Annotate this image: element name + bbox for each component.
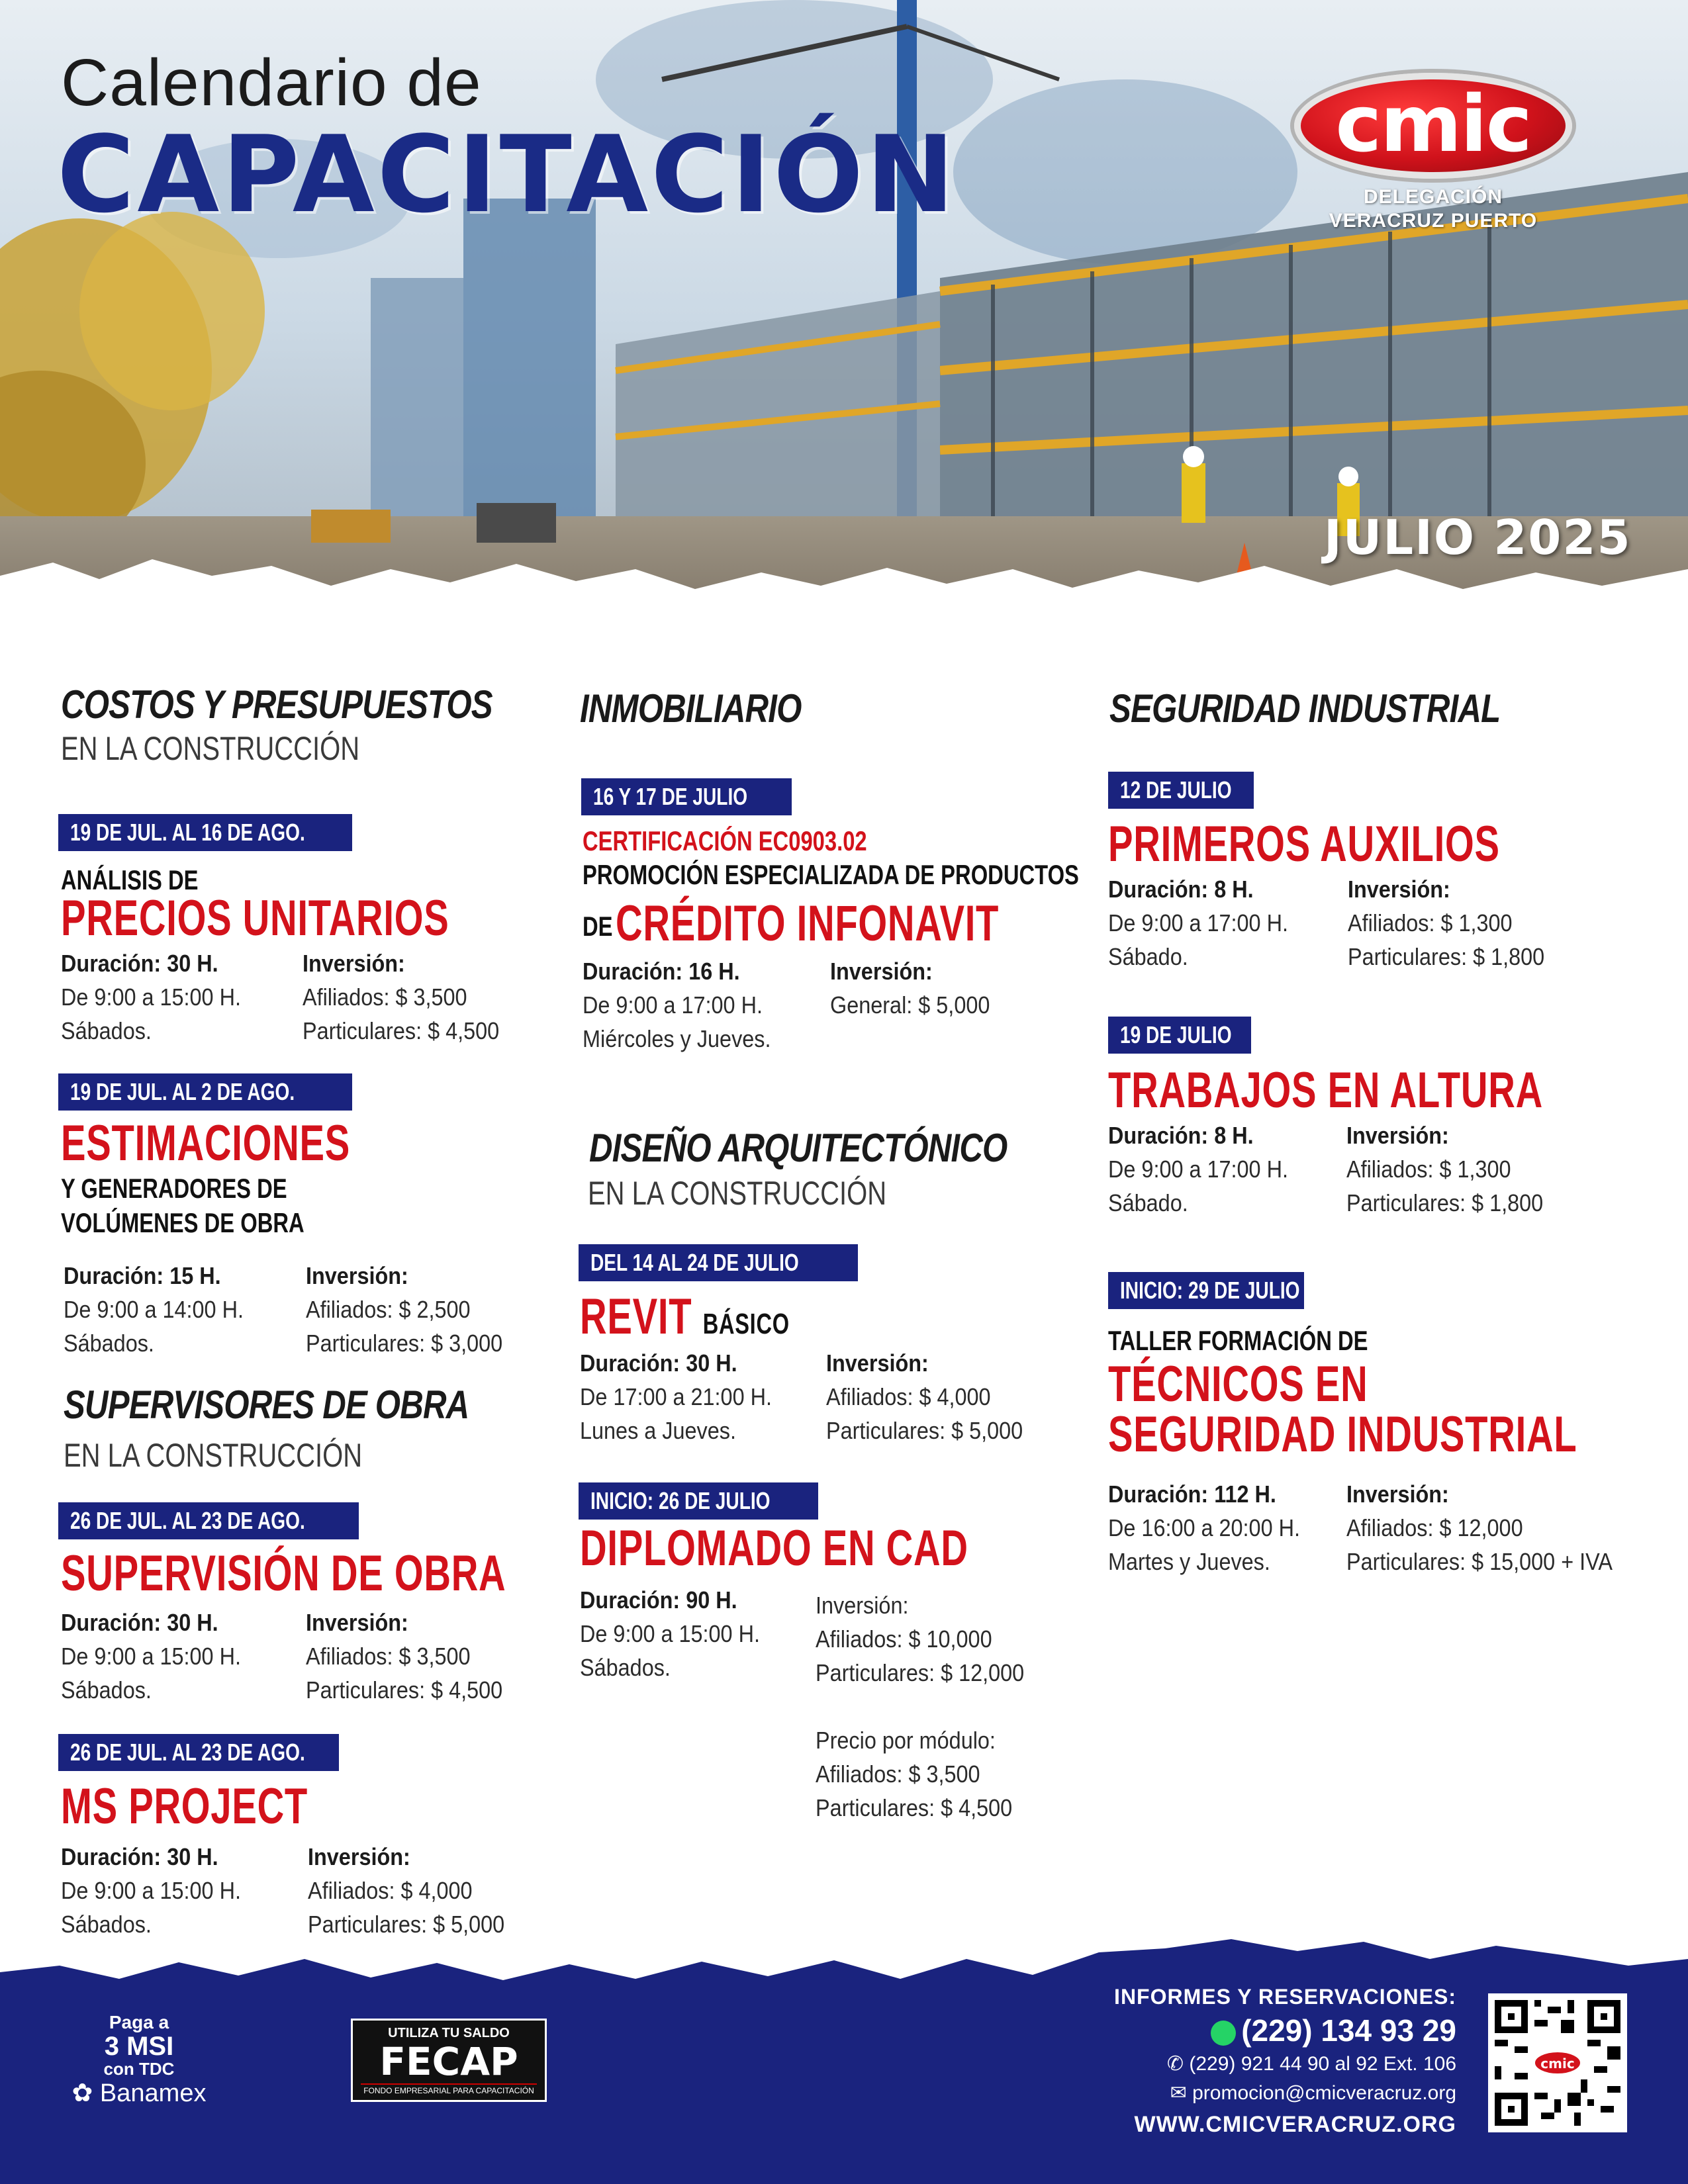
cmic-logo — [1281, 66, 1592, 238]
price-individuals: Particulares: $ 1,800 — [1346, 1189, 1544, 1216]
price-individuals: Particulares: $ 3,000 — [306, 1330, 503, 1357]
price-affiliates: Afiliados: $ 3,500 — [303, 983, 467, 1011]
course-suffix-2: VOLÚMENES DE OBRA — [61, 1207, 305, 1238]
price-affiliates: Afiliados: $ 4,000 — [826, 1383, 991, 1410]
course-pricing — [1346, 1477, 1613, 1578]
course-pricing — [303, 946, 499, 1048]
price-affiliates: Afiliados: $ 3,500 — [306, 1643, 471, 1670]
hours: De 9:00 a 17:00 H. — [1108, 909, 1288, 936]
days: Martes y Jueves. — [1108, 1548, 1270, 1575]
course-title-diplomado-cad: DIPLOMADO EN CAD — [580, 1520, 968, 1576]
duration-label: Duración: 8 H. — [1108, 1122, 1254, 1149]
fecap-main: FECAP — [379, 2039, 518, 2084]
whatsapp-icon — [1211, 2021, 1236, 2046]
date-badge: 19 DE JUL. AL 2 DE AGO. — [58, 1073, 352, 1111]
duration-label: Duración: 16 H. — [583, 958, 740, 985]
course-title-primeros-auxilios: PRIMEROS AUXILIOS — [1108, 816, 1500, 872]
days: Sábado. — [1108, 1189, 1188, 1216]
investment-label: Inversión: — [1346, 1122, 1449, 1149]
course-schedule — [580, 1346, 772, 1447]
logo-delegation — [1281, 185, 1585, 233]
investment-label: Inversión: — [1348, 876, 1450, 903]
date-badge: 19 DE JULIO — [1108, 1017, 1251, 1054]
investment-label: Inversión: — [830, 958, 933, 985]
course-title-credito-infonavit: CRÉDITO INFONAVIT — [616, 895, 1000, 952]
logo-sub-1: DELEGACIÓN — [1363, 186, 1503, 208]
qr-logo: cmic — [1540, 2056, 1575, 2071]
contact-heading: INFORMES Y RESERVACIONES: — [1114, 1985, 1456, 2009]
section-title-inmobiliario: INMOBILIARIO — [580, 686, 802, 731]
course-title-ms-project: MS PROJECT — [61, 1778, 308, 1835]
section-subtitle-diseno: EN LA CONSTRUCCIÓN — [588, 1175, 887, 1212]
investment-label: Inversión: — [306, 1609, 408, 1636]
month-label: JULIO 2025 — [1324, 510, 1632, 565]
price-affiliates: Afiliados: $ 12,000 — [1346, 1514, 1523, 1541]
hours: De 9:00 a 17:00 H. — [583, 991, 763, 1019]
course-pricing — [830, 954, 990, 1022]
course-schedule — [1108, 1118, 1288, 1220]
duration-label: Duración: 112 H. — [1108, 1480, 1276, 1508]
course-schedule — [1108, 872, 1288, 974]
course-title-trabajos-en-altura: TRABAJOS EN ALTURA — [1108, 1062, 1543, 1118]
hours: De 9:00 a 17:00 H. — [1108, 1156, 1288, 1183]
course-schedule — [64, 1259, 244, 1360]
phone-number[interactable]: ✆ (229) 921 44 90 al 92 Ext. 106 — [1166, 2053, 1456, 2075]
course-title-supervision-de-obra: SUPERVISIÓN DE OBRA — [61, 1545, 506, 1602]
duration-label: Duración: 30 H. — [61, 1609, 218, 1636]
course-schedule — [1108, 1477, 1300, 1578]
section-subtitle-supervisores: EN LA CONSTRUCCIÓN — [64, 1437, 363, 1474]
price-individuals: Particulares: $ 5,000 — [826, 1417, 1023, 1444]
duration-label: Duración: 15 H. — [64, 1262, 221, 1289]
section-title-costos: COSTOS Y PRESUPUESTOS — [61, 682, 492, 727]
course-pricing — [826, 1346, 1023, 1447]
price-affiliates: Afiliados: $ 10,000 — [816, 1625, 992, 1653]
days: Sábados. — [580, 1654, 671, 1681]
fecap-sub: FONDO EMPRESARIAL PARA CAPACITACIÓN — [361, 2083, 537, 2095]
module-price-affiliates: Afiliados: $ 3,500 — [816, 1760, 980, 1788]
course-schedule — [61, 1840, 241, 1941]
hours: De 17:00 a 21:00 H. — [580, 1383, 773, 1410]
fecap-top: UTILIZA TU SALDO — [388, 2026, 510, 2040]
fecap-badge — [351, 2019, 547, 2102]
spacer — [816, 1690, 1024, 1723]
date-badge: 26 DE JUL. AL 23 DE AGO. — [58, 1502, 359, 1539]
days: Lunes a Jueves. — [580, 1417, 736, 1444]
days: Sábados. — [61, 1676, 152, 1704]
days: Sábados. — [61, 1911, 152, 1938]
hours: De 9:00 a 15:00 H. — [61, 1643, 241, 1670]
hero-banner — [0, 0, 1688, 635]
bank-name: Banamex — [99, 2079, 207, 2107]
section-title-supervisores: SUPERVISORES DE OBRA — [64, 1383, 469, 1427]
hours: De 9:00 a 15:00 H. — [580, 1620, 760, 1647]
hours: De 9:00 a 15:00 H. — [61, 983, 241, 1011]
certification-code: CERTIFICACIÓN EC0903.02 — [583, 825, 867, 856]
hours: De 9:00 a 14:00 H. — [64, 1296, 244, 1323]
msi-line-1: Paga a — [109, 2012, 169, 2032]
price-individuals: Particulares: $ 1,800 — [1348, 943, 1545, 970]
course-schedule — [61, 946, 241, 1048]
price-affiliates: Afiliados: $ 1,300 — [1348, 909, 1513, 936]
investment-label: Inversión: — [826, 1349, 929, 1377]
date-badge: 26 DE JUL. AL 23 DE AGO. — [58, 1734, 339, 1771]
investment-label: Inversión: — [308, 1843, 410, 1870]
price-individuals: Particulares: $ 15,000 + IVA — [1346, 1548, 1613, 1575]
course-schedule — [580, 1583, 760, 1684]
days: Sábados. — [64, 1330, 154, 1357]
price-individuals: Particulares: $ 4,500 — [303, 1017, 500, 1044]
course-pricing — [306, 1259, 502, 1360]
module-label: Precio por módulo: — [816, 1727, 996, 1754]
course-schedule — [61, 1606, 241, 1707]
duration-label: Duración: 8 H. — [1108, 876, 1254, 903]
module-price-individuals: Particulares: $ 4,500 — [816, 1794, 1013, 1821]
email-address[interactable]: ✉ promocion@cmicveracruz.org — [1170, 2082, 1456, 2104]
date-badge: 12 DE JULIO — [1108, 772, 1254, 809]
date-badge: INICIO: 26 DE JULIO — [579, 1482, 818, 1520]
date-badge: DEL 14 AL 24 DE JULIO — [579, 1244, 858, 1281]
course-title-suffix: BÁSICO — [702, 1308, 790, 1340]
whatsapp-number[interactable]: (229) 134 93 29 — [1114, 2011, 1456, 2050]
course-pricing — [1346, 1118, 1543, 1220]
course-prefix-de: DE — [583, 911, 613, 942]
section-title-diseno: DISEÑO ARQUITECTÓNICO — [589, 1126, 1008, 1170]
price-individuals: Particulares: $ 5,000 — [308, 1911, 505, 1938]
price-affiliates: Afiliados: $ 2,500 — [306, 1296, 471, 1323]
payment-msi — [60, 2012, 218, 2109]
logo-sub-2: VERACRUZ PUERTO — [1329, 210, 1538, 232]
qr-code[interactable] — [1488, 1993, 1627, 2132]
duration-label: Duración: 30 H. — [580, 1349, 737, 1377]
price-affiliates: Afiliados: $ 1,300 — [1346, 1156, 1511, 1183]
course-pricing — [1348, 872, 1544, 974]
duration-label: Duración: 30 H. — [61, 950, 218, 977]
course-title-precios-unitarios: PRECIOS UNITARIOS — [61, 890, 449, 946]
qr-pattern — [1495, 2000, 1620, 2126]
section-title-seguridad: SEGURIDAD INDUSTRIAL — [1109, 686, 1501, 731]
phone-icon: ✆ — [1166, 2053, 1184, 2075]
investment-label: Inversión: — [306, 1262, 408, 1289]
banamex-icon: ✿ — [71, 2079, 93, 2107]
course-title-estimaciones: ESTIMACIONES — [61, 1115, 350, 1171]
contact-block — [1114, 1982, 1456, 2141]
course-pricing — [816, 1588, 1024, 1825]
investment-label: Inversión: — [1346, 1480, 1449, 1508]
course-pricing — [308, 1840, 504, 1941]
hours: De 9:00 a 15:00 H. — [61, 1877, 241, 1904]
course-title-tecnicos-en: TÉCNICOS EN — [1108, 1356, 1368, 1412]
course-prefix: PROMOCIÓN ESPECIALIZADA DE PRODUCTOS — [583, 859, 1079, 890]
logo-word: cmic — [1335, 78, 1531, 169]
date-badge: INICIO: 29 DE JULIO — [1108, 1272, 1304, 1309]
hours: De 16:00 a 20:00 H. — [1108, 1514, 1301, 1541]
price-individuals: Particulares: $ 12,000 — [816, 1659, 1025, 1686]
price-affiliates: Afiliados: $ 4,000 — [308, 1877, 473, 1904]
torn-paper-edge — [0, 549, 1688, 635]
price-general: General: $ 5,000 — [830, 991, 990, 1019]
investment-label: Inversión: — [303, 950, 405, 977]
price-individuals: Particulares: $ 4,500 — [306, 1676, 503, 1704]
days: Miércoles y Jueves. — [583, 1025, 771, 1052]
msi-line-3: con TDC — [103, 2059, 175, 2079]
course-prefix: ANÁLISIS DE — [61, 864, 199, 895]
days: Sábados. — [61, 1017, 152, 1044]
days: Sábado. — [1108, 943, 1188, 970]
course-title-seguridad-industrial: SEGURIDAD INDUSTRIAL — [1108, 1406, 1577, 1463]
course-suffix-1: Y GENERADORES DE — [61, 1173, 287, 1204]
section-subtitle-costos: EN LA CONSTRUCCIÓN — [61, 730, 360, 767]
title-main: CAPACITACIÓN — [57, 113, 958, 236]
investment-label: Inversión: — [816, 1592, 909, 1619]
course-schedule — [583, 954, 771, 1056]
mail-icon: ✉ — [1170, 2082, 1187, 2104]
course-prefix: TALLER FORMACIÓN DE — [1108, 1325, 1368, 1356]
bank-logo — [60, 2078, 218, 2109]
course-title-revit: REVIT BÁSICO — [580, 1289, 790, 1345]
duration-label: Duración: 30 H. — [61, 1843, 218, 1870]
date-badge: 16 Y 17 DE JULIO — [581, 778, 792, 815]
duration-label: Duración: 90 H. — [580, 1586, 737, 1614]
course-pricing — [306, 1606, 502, 1707]
date-badge: 19 DE JUL. AL 16 DE AGO. — [58, 814, 352, 851]
msi-line-2: 3 MSI — [104, 2032, 174, 2061]
website-link[interactable]: WWW.CMICVERACRUZ.ORG — [1134, 2112, 1456, 2137]
title-top: Calendario de — [61, 46, 482, 120]
